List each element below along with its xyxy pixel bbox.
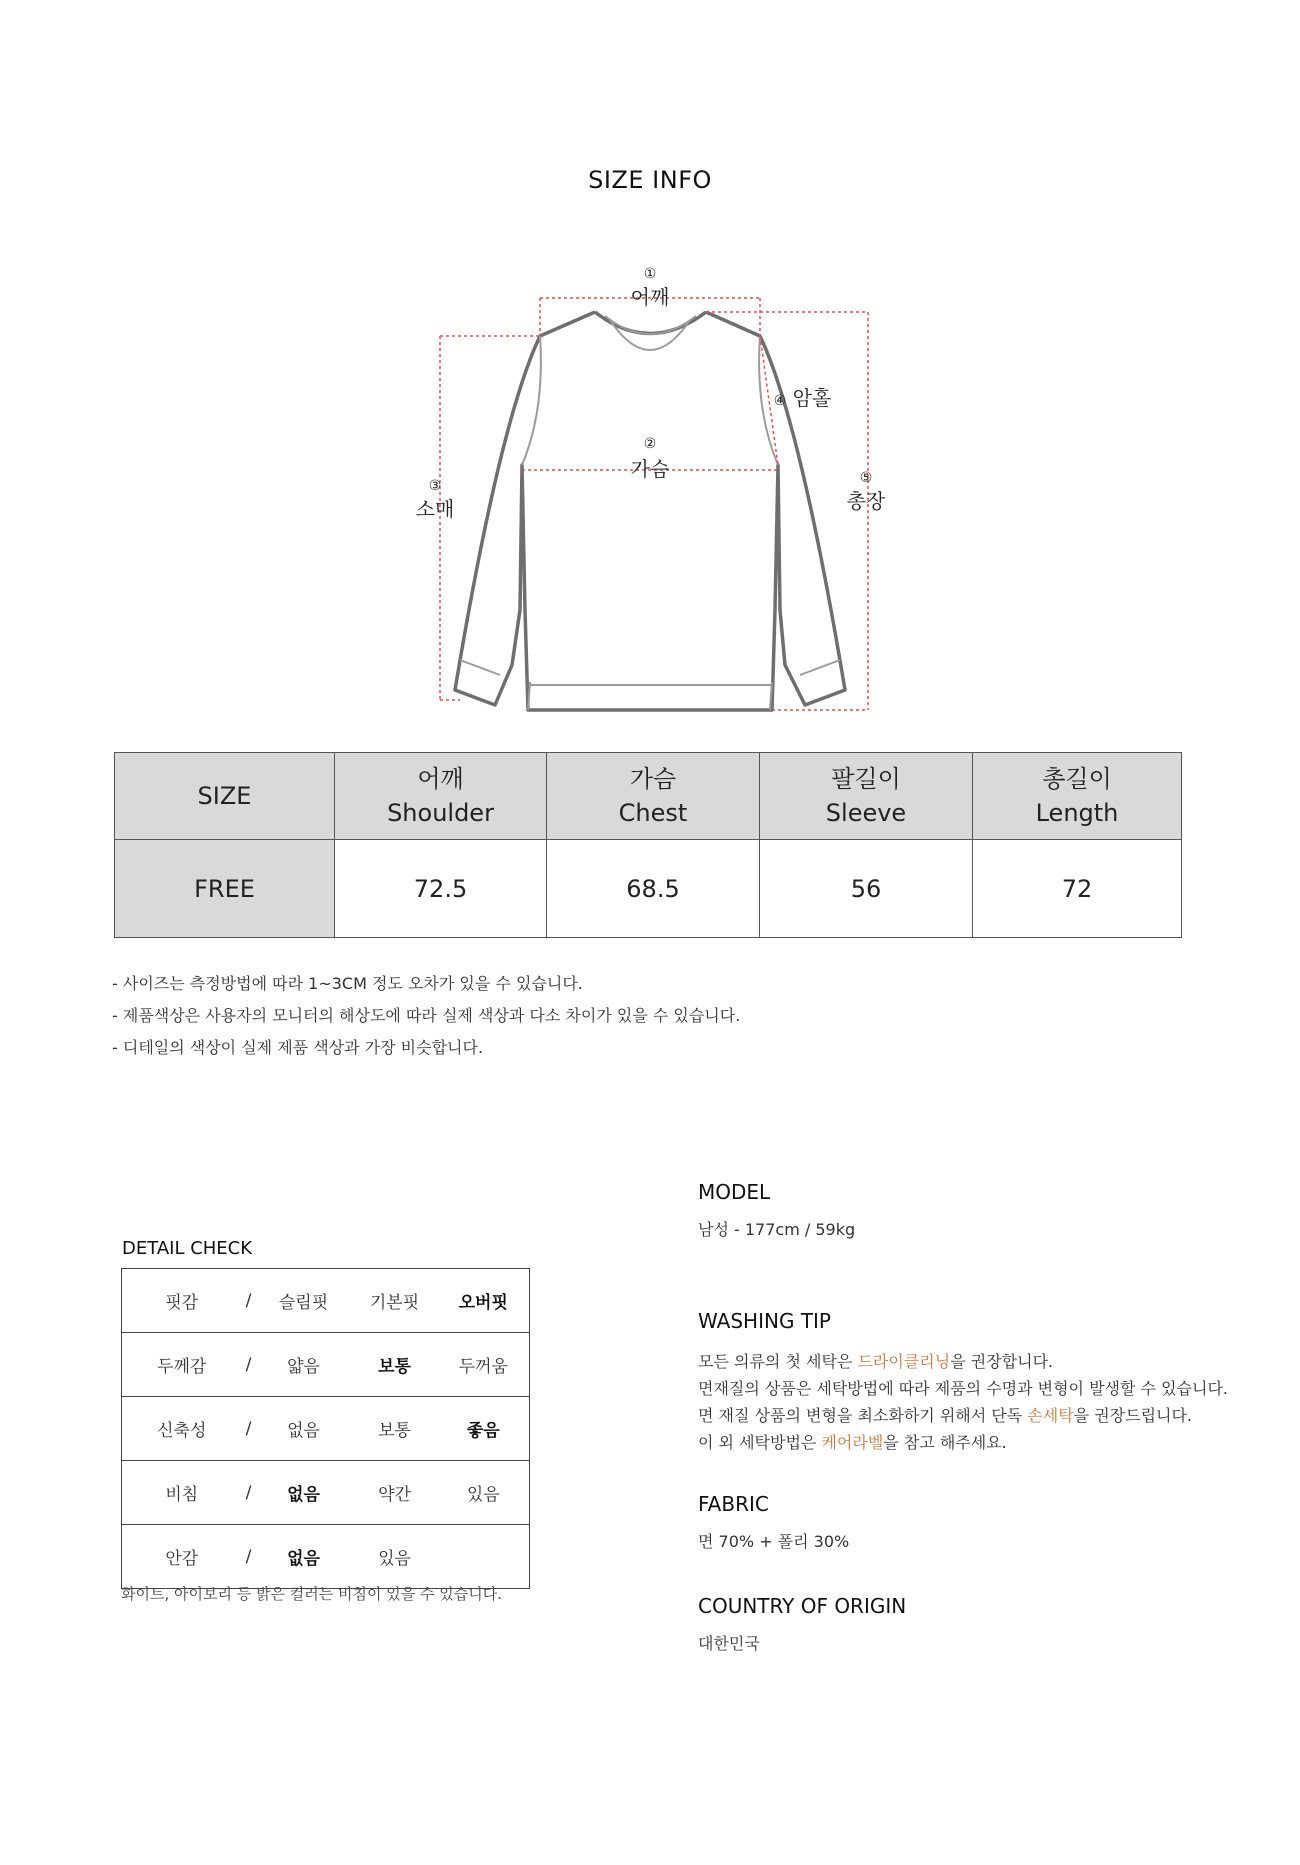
origin-title: COUNTRY OF ORIGIN [698,1594,907,1618]
chest-value: 68.5 [547,840,760,938]
detail-option: 보통 [378,1421,411,1441]
detail-label: 핏감 [165,1293,199,1313]
detail-separator: / [245,1418,252,1439]
size-notes [112,968,740,1064]
header-shoulder: 어깨 Shoulder [335,753,547,840]
table-row [122,1333,530,1397]
length-number: ⑤ [859,470,873,486]
fabric-title: FABRIC [698,1492,769,1516]
shoulder-label: 어깨 [630,285,670,309]
note-item: - 디테일의 색상이 실제 제품 색상과 가장 비슷합니다. [112,1038,484,1057]
size-table [114,752,1182,938]
washing-line: 모든 의류의 첫 세탁은 드라이클리닝을 권장합니다. [698,1352,1054,1371]
detail-separator: / [245,1354,252,1375]
detail-option-selected: 오버핏 [458,1293,508,1313]
washing-title: WASHING TIP [698,1309,831,1333]
detail-option: 두꺼움 [458,1357,508,1377]
shoulder-number: ① [643,266,657,282]
note-item: - 사이즈는 측정방법에 따라 1~3CM 정도 오차가 있을 수 있습니다. [112,974,583,993]
fabric-text: 면 70% + 폴리 30% [698,1532,850,1551]
sweatshirt-diagram [400,250,900,720]
table-row [122,1269,530,1333]
table-row [122,1461,530,1525]
detail-option-selected: 없음 [287,1485,320,1505]
detail-option: 없음 [287,1421,320,1441]
length-value: 72 [973,840,1182,938]
header-chest: 가슴 Chest [547,753,760,840]
detail-option-selected: 없음 [287,1549,320,1569]
detail-separator: / [245,1546,252,1567]
detail-separator: / [245,1482,252,1503]
chest-number: ② [643,436,657,452]
highlight-hand-wash: 손세탁 [1027,1406,1074,1425]
detail-note: 화이트, 아이보리 등 밝은 컬러는 비침이 있을 수 있습니다. [121,1585,502,1603]
table-row [115,840,1182,938]
washing-line: 이 외 세탁방법은 케어라벨을 참고 해주세요. [698,1433,1007,1452]
detail-check-title: DETAIL CHECK [122,1238,253,1259]
header-size: SIZE [115,753,335,840]
size-table-header [115,753,1182,840]
model-text: 남성 - 177cm / 59kg [698,1220,856,1239]
detail-option: 있음 [466,1485,500,1505]
detail-option: 약간 [378,1485,411,1505]
table-row [122,1525,530,1589]
detail-option [438,1525,530,1589]
size-value: FREE [115,840,335,938]
sleeve-number: ③ [428,478,442,494]
header-length: 총길이 Length [973,753,1182,840]
sleeve-label: 소매 [415,497,455,521]
detail-option: 슬림핏 [278,1293,329,1313]
detail-label: 비침 [165,1485,199,1505]
detail-check-table [121,1268,530,1589]
detail-option: 기본핏 [369,1293,420,1313]
armhole-label: 암홀 [792,386,832,410]
sleeve-value: 56 [760,840,973,938]
armhole-number: ④ [773,393,787,409]
detail-separator: / [245,1290,252,1311]
washing-line: 면 재질 상품의 변형을 최소화하기 위해서 단독 손세탁을 권장드립니다. [698,1406,1193,1425]
table-row [122,1397,530,1461]
detail-label: 신축성 [157,1421,207,1441]
note-item: - 제품색상은 사용자의 모니터의 해상도에 따라 실제 색상과 다소 차이가 있을 수 있습니다. [112,1006,741,1025]
highlight-dry-cleaning: 드라이클리닝 [857,1352,951,1371]
origin-text: 대한민국 [698,1634,760,1653]
shoulder-value: 72.5 [335,840,547,938]
washing-text [698,1348,1228,1456]
detail-label: 안감 [165,1549,199,1569]
header-sleeve: 팔길이 Sleeve [760,753,973,840]
detail-option-selected: 보통 [378,1357,411,1377]
length-label: 총장 [846,489,886,513]
highlight-care-label: 케어라벨 [821,1433,884,1452]
chest-label: 가슴 [630,457,670,481]
detail-option: 얇음 [287,1357,320,1377]
detail-label: 두께감 [157,1357,207,1377]
detail-option-selected: 좋음 [466,1421,500,1441]
detail-option: 있음 [378,1549,411,1569]
washing-line: 면재질의 상품은 세탁방법에 따라 제품의 수명과 변형이 발생할 수 있습니다. [698,1379,1228,1398]
page-title: SIZE INFO [588,166,712,194]
model-title: MODEL [698,1180,771,1204]
